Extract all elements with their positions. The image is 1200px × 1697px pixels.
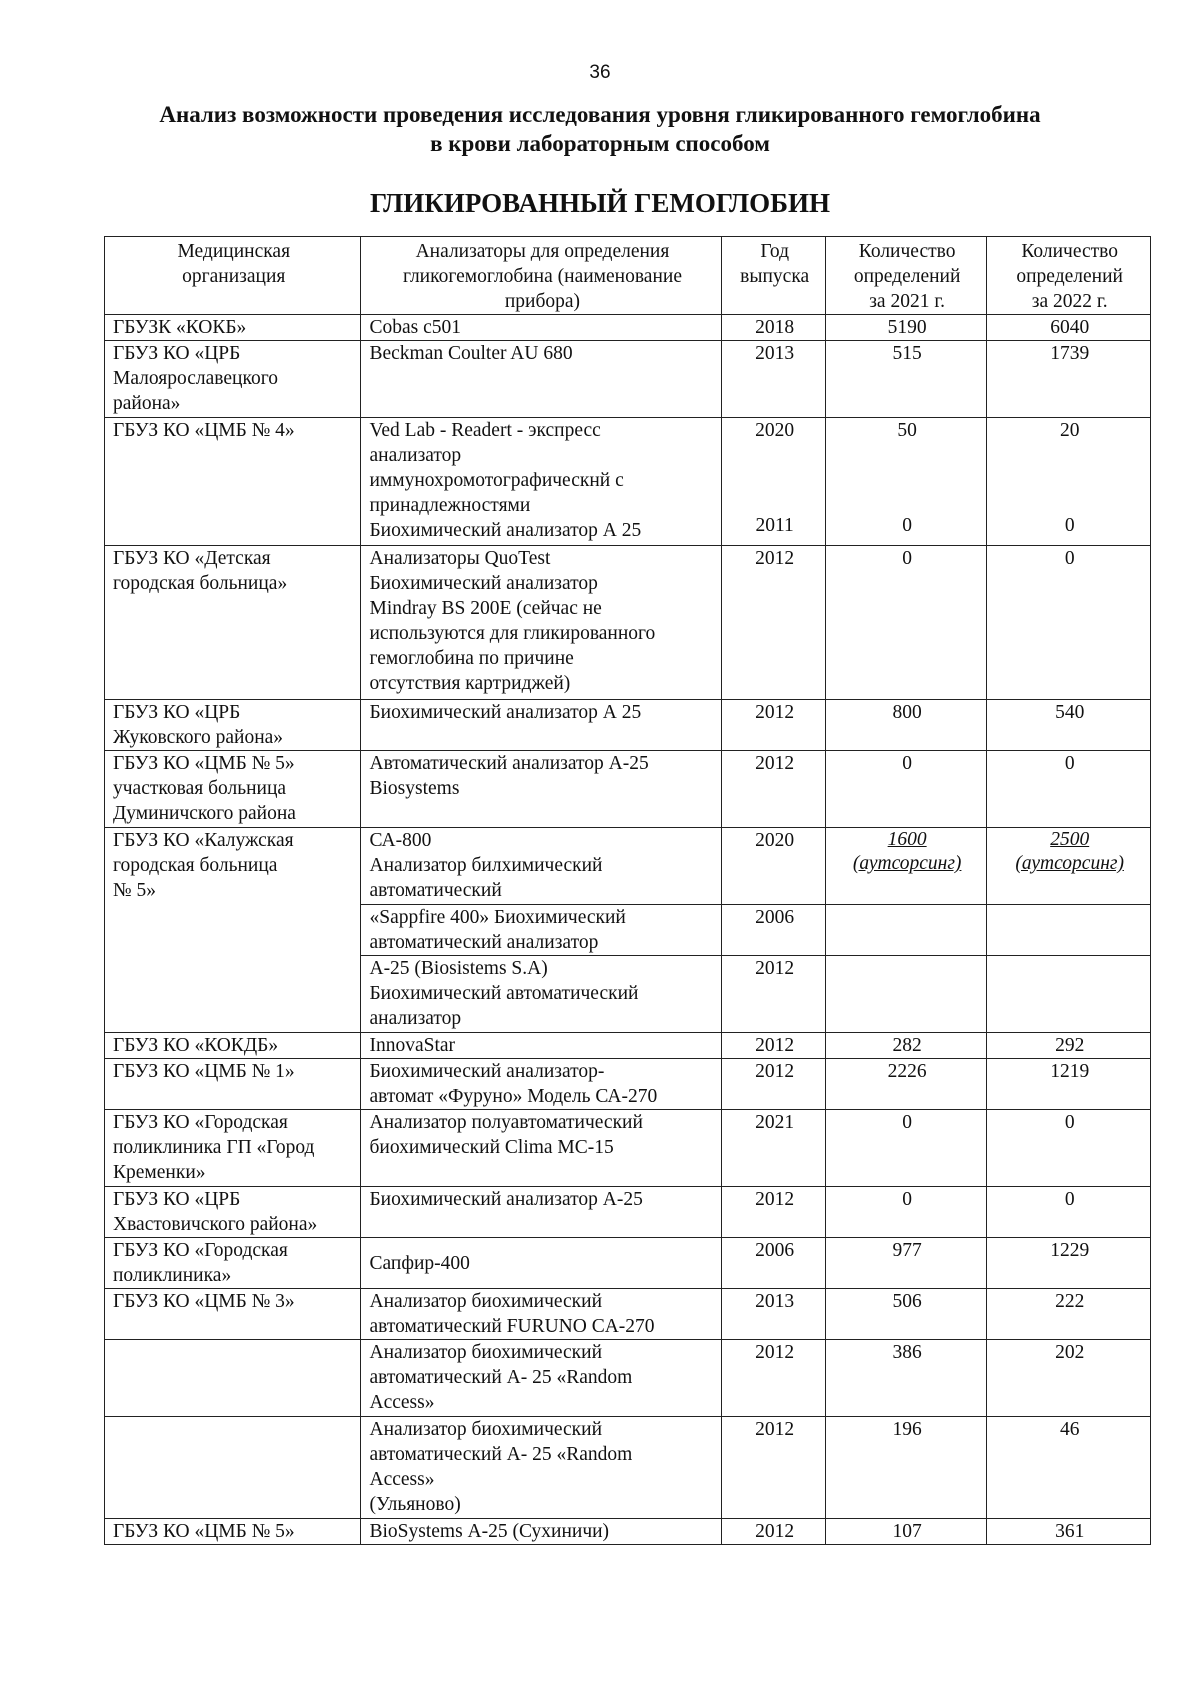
count-2021-cell (825, 418, 986, 546)
org-cell: ГБУЗ КО «ЦРБ Малоярославецкого района» (105, 341, 361, 418)
table-row (105, 341, 1151, 418)
count-2022-cell: 1229 (987, 1238, 1151, 1289)
count-2021-cell (825, 956, 986, 1033)
org-cell: ГБУЗ КО «ЦРБ Хвастовичского района» (105, 1187, 361, 1238)
header-analyzers: Анализаторы для определения гликогемоглобина (наименование прибора) (361, 237, 722, 315)
year-cell: 2018 (722, 315, 825, 341)
header-count-2022: Количество определений за 2022 г. (987, 237, 1151, 315)
year-value-first: 2020 (755, 420, 795, 441)
org-cell: ГБУЗ КО «КОКДБ» (105, 1033, 361, 1059)
count-2021-cell: 506 (825, 1289, 986, 1340)
device-cell: Анализатор биохимический автоматический А- 25 «Random Access» (361, 1340, 722, 1417)
count-2022-cell: 540 (987, 700, 1151, 751)
count-2021-cell: 515 (825, 341, 986, 418)
title-line-1: Анализ возможности проведения исследования уровня гликированного гемоглобина (159, 102, 1041, 127)
table-row (105, 315, 1151, 341)
count-2021-cell: 0 (825, 1187, 986, 1238)
count-2021-cell: 386 (825, 1340, 986, 1417)
count-2021-second: 0 (902, 515, 912, 536)
device-cell: Анализатор полуавтоматический биохимический Clima MC-15 (361, 1110, 722, 1187)
device-cell: Автоматический анализатор А-25 Biosystems (361, 751, 722, 828)
device-cell: InnovaStar (361, 1033, 722, 1059)
org-cell: ГБУЗ КО «ЦМБ № 4» (105, 418, 361, 546)
year-cell: 2012 (722, 1059, 825, 1110)
org-cell: ГБУЗ КО «Калужская городская больница № 5» (105, 828, 361, 1033)
count-2021-cell: 800 (825, 700, 986, 751)
count-2022-first: 20 (1059, 420, 1080, 441)
org-cell: ГБУЗ КО «ЦМБ № 3» (105, 1289, 361, 1340)
device-cell: Биохимический анализатор А 25 (361, 700, 722, 751)
org-cell: ГБУЗ КО «ЦРБ Жуковского района» (105, 700, 361, 751)
count-2022-cell: 0 (987, 1187, 1151, 1238)
year-cell: 2020 (722, 828, 825, 905)
table-row (105, 418, 1151, 546)
table-row (105, 1187, 1151, 1238)
device-cell: Сапфир-400 (361, 1238, 722, 1289)
device-cell: Анализатор биохимический автоматический FURUNO CA-270 (361, 1289, 722, 1340)
document-title (60, 100, 1140, 158)
count-2022-cell: 6040 (987, 315, 1151, 341)
year-cell: 2013 (722, 1289, 825, 1340)
org-cell: ГБУЗ КО «Городская поликлиника» (105, 1238, 361, 1289)
year-cell: 2013 (722, 341, 825, 418)
count-2021-cell: 977 (825, 1238, 986, 1289)
device-cell: Анализаторы QuoTest Биохимический анализатор Mindray BS 200E (сейчас не используются для гликированного гемоглобина по причине отсутствия картриджей) (361, 546, 722, 700)
count-2021-first: 50 (897, 420, 917, 441)
device-cell: Анализатор биохимический автоматический А- 25 «Random Access» (Ульяново) (361, 1417, 722, 1519)
year-cell: 2021 (722, 1110, 825, 1187)
device-cell: Beckman Coulter AU 680 (361, 341, 722, 418)
year-cell: 2006 (722, 1238, 825, 1289)
device-cell: «Sappfire 400» Биохимический автоматический анализатор (361, 905, 722, 956)
count-2022-cell: 0 (987, 751, 1151, 828)
org-cell: ГБУЗК «КОКБ» (105, 315, 361, 341)
year-cell: 2012 (722, 1417, 825, 1519)
year-cell: 2012 (722, 1187, 825, 1238)
org-cell: ГБУЗ КО «Городская поликлиника ГП «Город Кременки» (105, 1110, 361, 1187)
org-cell: ГБУЗ КО «ЦМБ № 1» (105, 1059, 361, 1110)
year-cell: 2012 (722, 751, 825, 828)
org-cell: ГБУЗ КО «ЦМБ № 5» (105, 1519, 361, 1545)
year-cell: 2012 (722, 700, 825, 751)
header-year: Год выпуска (722, 237, 825, 315)
analyzers-table (104, 236, 1151, 1545)
count-2021-cell: 0 (825, 751, 986, 828)
table-row (105, 828, 1151, 905)
table-row (105, 1238, 1151, 1289)
device-cell: Биохимический анализатор А-25 (361, 1187, 722, 1238)
year-cell: 2012 (722, 546, 825, 700)
table-row (105, 751, 1151, 828)
year-cell: 2012 (722, 1033, 825, 1059)
count-2022-cell: 2500 (аутсорсинг) (987, 828, 1151, 905)
table-row (105, 1417, 1151, 1519)
section-heading: ГЛИКИРОВАННЫЙ ГЕМОГЛОБИН (370, 188, 830, 218)
count-2022-cell: 1739 (987, 341, 1151, 418)
table-row (105, 1033, 1151, 1059)
device-cell: Cobas c501 (361, 315, 722, 341)
device-cell: А-25 (Biosistems S.A) Биохимический автоматический анализатор (361, 956, 722, 1033)
table-row (105, 700, 1151, 751)
table-row (105, 1519, 1151, 1545)
count-2021-cell: 282 (825, 1033, 986, 1059)
table-row (105, 546, 1151, 700)
count-2022-cell: 361 (987, 1519, 1151, 1545)
org-cell (105, 1340, 361, 1417)
count-2021-cell: 2226 (825, 1059, 986, 1110)
device-cell: Биохимический анализатор- автомат «Фуруно» Модель СА-270 (361, 1059, 722, 1110)
count-2021-cell: 1600 (аутсорсинг) (825, 828, 986, 905)
year-cell: 2012 (722, 1340, 825, 1417)
device-cell: Ved Lab - Readert - экспресс анализатор иммунохромотографическнй с принадлежностями Биохимический анализатор А 25 (361, 418, 722, 546)
count-2022-cell: 292 (987, 1033, 1151, 1059)
count-2021-cell: 0 (825, 546, 986, 700)
table-row (105, 1340, 1151, 1417)
count-2022-cell: 0 (987, 1110, 1151, 1187)
device-cell: СА-800 Анализатор билхимический автоматический (361, 828, 722, 905)
org-cell: ГБУЗ КО «ЦМБ № 5» участковая больница Думиничского района (105, 751, 361, 828)
header-count-2021: Количество определений за 2021 г. (825, 237, 986, 315)
table-row (105, 1110, 1151, 1187)
count-2021-cell: 0 (825, 1110, 986, 1187)
count-2022-cell: 202 (987, 1340, 1151, 1417)
count-2022-second: 0 (1064, 515, 1075, 536)
year-value-second: 2011 (755, 515, 794, 536)
count-2021-cell: 5190 (825, 315, 986, 341)
count-2022-cell: 1219 (987, 1059, 1151, 1110)
year-cell: 2012 (722, 956, 825, 1033)
count-2021-cell (825, 905, 986, 956)
year-cell (722, 418, 825, 546)
page-number: 36 (589, 62, 611, 83)
count-2021-cell: 107 (825, 1519, 986, 1545)
device-cell: BioSystems А-25 (Сухиничи) (361, 1519, 722, 1545)
count-2022-cell (987, 418, 1151, 546)
count-2021-cell: 196 (825, 1417, 986, 1519)
count-2022-cell (987, 956, 1151, 1033)
count-2022-cell: 0 (987, 546, 1151, 700)
org-cell (105, 1417, 361, 1519)
year-cell: 2012 (722, 1519, 825, 1545)
table-header-row (105, 237, 1151, 315)
count-2022-cell: 46 (987, 1417, 1151, 1519)
header-organization: Медицинская организация (105, 237, 361, 315)
table-row (105, 1289, 1151, 1340)
count-2022-cell (987, 905, 1151, 956)
year-cell: 2006 (722, 905, 825, 956)
table-row (105, 1059, 1151, 1110)
org-cell: ГБУЗ КО «Детская городская больница» (105, 546, 361, 700)
title-line-2: в крови лабораторным способом (430, 131, 770, 156)
count-2022-cell: 222 (987, 1289, 1151, 1340)
